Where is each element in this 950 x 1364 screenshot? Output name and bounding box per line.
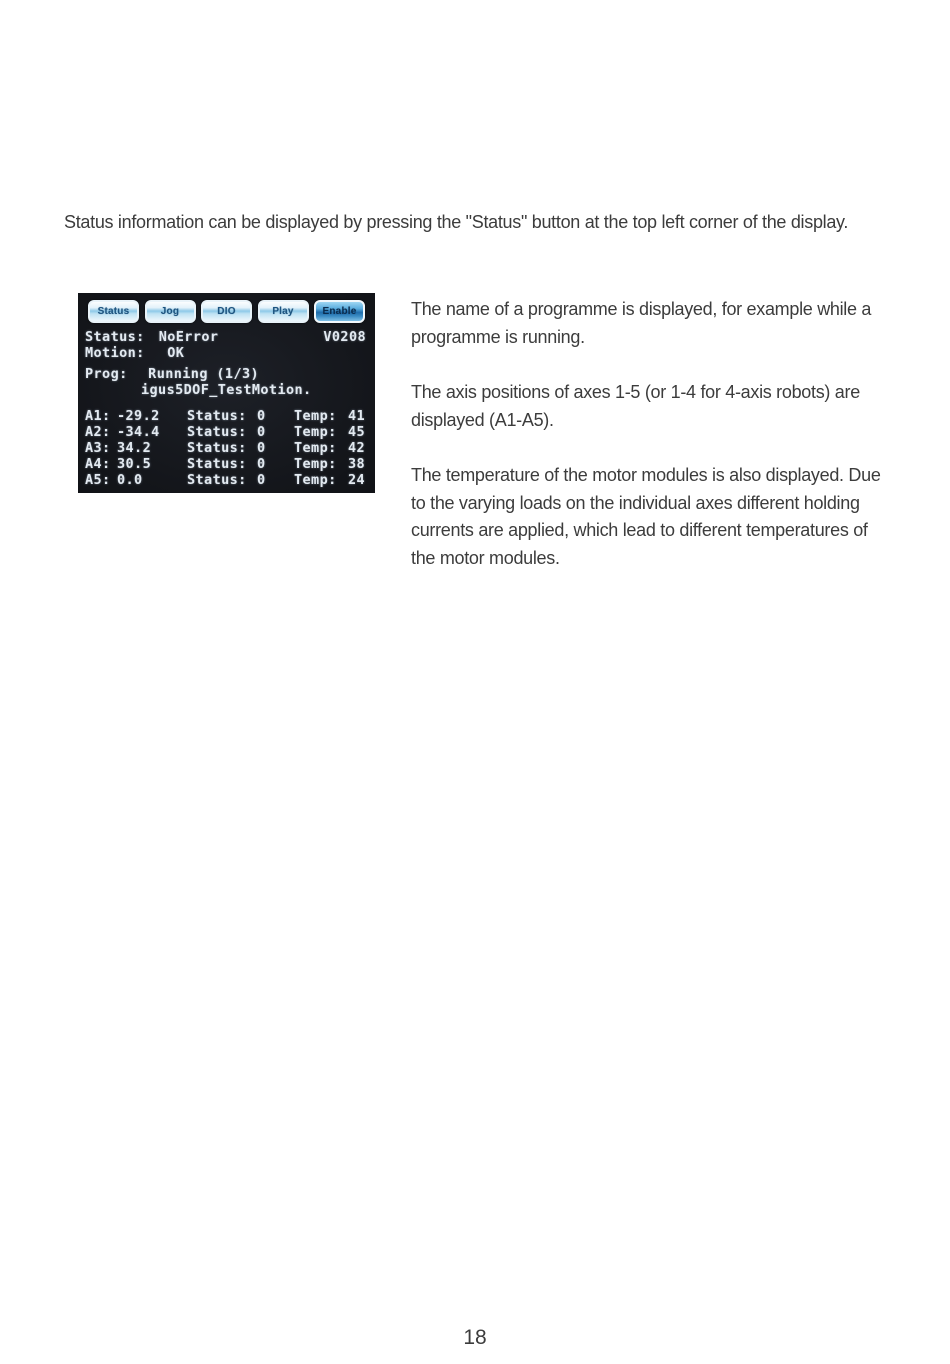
program-name: igus5DOF_TestMotion.: [141, 382, 312, 398]
axis-label: A4:: [85, 456, 111, 472]
display-button-status: [88, 300, 139, 323]
axis-status-label: Status:: [187, 424, 247, 440]
display-button-play: [258, 300, 309, 323]
axis-position: -34.4: [117, 424, 160, 440]
axis-row-a5: [85, 472, 368, 488]
axis-temp-value: 42: [348, 440, 366, 456]
body-text-column: [411, 296, 881, 600]
program-line: [85, 366, 259, 382]
axis-status-value: 0: [257, 440, 266, 456]
motion-label: Motion:: [85, 345, 145, 361]
display-button-status-label: Status: [97, 306, 130, 317]
status-line: [85, 329, 368, 345]
display-button-play-label: Play: [272, 306, 294, 317]
axis-temp-label: Temp:: [294, 456, 337, 472]
axis-status-label: Status:: [187, 456, 247, 472]
axis-row-a1: [85, 408, 368, 424]
display-button-enable: [314, 300, 365, 323]
axis-temp-label: Temp:: [294, 408, 337, 424]
program-state: Running (1/3): [148, 366, 260, 382]
display-button-enable-label: Enable: [322, 306, 357, 317]
motion-line: [85, 345, 184, 361]
display-button-jog: [145, 300, 196, 323]
paragraph-program-name: The name of a programme is displayed, for example while a programme is running.: [411, 299, 872, 347]
axis-temp-value: 38: [348, 456, 366, 472]
axis-temp-value: 45: [348, 424, 366, 440]
axis-temp-value: 24: [348, 472, 366, 488]
axis-temp-label: Temp:: [294, 472, 337, 488]
paragraph-axis-positions: The axis positions of axes 1-5 (or 1-4 for 4-axis robots) are displayed (A1-A5).: [411, 382, 860, 430]
axis-position: -29.2: [117, 408, 160, 424]
axis-status-label: Status:: [187, 440, 247, 456]
axis-status-table: [85, 408, 368, 488]
axis-status-value: 0: [257, 472, 266, 488]
intro-paragraph: Status information can be displayed by pressing the "Status" button at the top left corner of the display.: [64, 212, 849, 232]
program-label: Prog:: [85, 366, 128, 382]
status-value: NoError: [158, 329, 219, 345]
paragraph-motor-temperature: The temperature of the motor modules is also displayed. Due to the varying loads on the individual axes different holding currents are applied, which lead to different temperatures of the motor modules.: [411, 465, 881, 568]
motion-value: OK: [167, 345, 185, 361]
display-button-row: [78, 300, 375, 323]
axis-temp-value: 41: [348, 408, 366, 424]
display-button-jog-label: Jog: [160, 306, 180, 317]
axis-status-label: Status:: [187, 472, 247, 488]
robot-control-display-photo: [78, 293, 375, 493]
page-number: 18: [463, 1326, 487, 1349]
display-button-dio: [201, 300, 252, 323]
axis-position: 30.5: [117, 456, 152, 472]
display-button-dio-label: DIO: [217, 306, 236, 317]
axis-row-a2: [85, 424, 368, 440]
axis-row-a4: [85, 456, 368, 472]
axis-position: 34.2: [117, 440, 152, 456]
axis-status-value: 0: [257, 456, 266, 472]
axis-position: 0.0: [117, 472, 143, 488]
axis-label: A2:: [85, 424, 111, 440]
firmware-version: V0208: [323, 329, 366, 345]
axis-temp-label: Temp:: [294, 440, 337, 456]
axis-label: A3:: [85, 440, 111, 456]
axis-row-a3: [85, 440, 368, 456]
status-label: Status:: [85, 329, 145, 345]
axis-label: A1:: [85, 408, 111, 424]
axis-status-label: Status:: [187, 408, 247, 424]
axis-temp-label: Temp:: [294, 424, 337, 440]
axis-status-value: 0: [257, 424, 266, 440]
axis-label: A5:: [85, 472, 111, 488]
axis-status-value: 0: [257, 408, 266, 424]
